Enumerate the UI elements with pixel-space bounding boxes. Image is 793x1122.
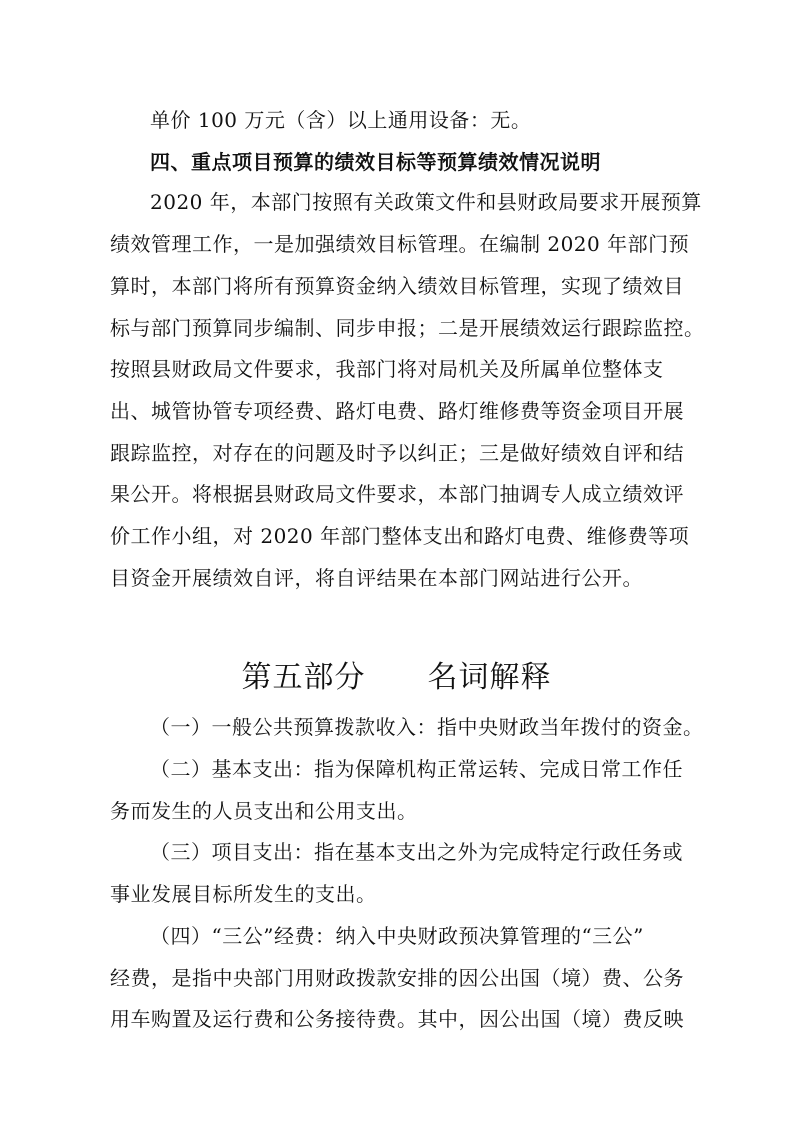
part-title: 第五部分 名词解释 bbox=[241, 660, 552, 695]
paragraph-line: 跟踪监控，对存在的问题及时予以纠正；三是做好绩效自评和结 bbox=[110, 441, 684, 465]
paragraph-line: 算时，本部门将所有预算资金纳入绩效目标管理，实现了绩效目 bbox=[110, 274, 684, 298]
paragraph-line: 2020 年，本部门按照有关政策文件和县财政局要求开展预算 bbox=[150, 190, 702, 214]
paragraph-line: 目资金开展绩效自评，将自评结果在本部门网站进行公开。 bbox=[110, 566, 643, 590]
glossary-line: （三）项目支出：指在基本支出之外为完成特定行政任务或 bbox=[150, 840, 683, 864]
glossary-line: 事业发展目标所发生的支出。 bbox=[110, 882, 377, 906]
paragraph-line: 单价 100 万元（含）以上通用设备：无。 bbox=[150, 108, 532, 132]
section-heading: 四、重点项目预算的绩效目标等预算绩效情况说明 bbox=[150, 150, 601, 174]
glossary-line: （二）基本支出：指为保障机构正常运转、完成日常工作任 bbox=[150, 757, 683, 781]
paragraph-line: 果公开。将根据县财政局文件要求，本部门抽调专人成立绩效评 bbox=[110, 482, 684, 506]
paragraph-line: 出、城管协管专项经费、路灯电费、路灯维修费等资金项目开展 bbox=[110, 399, 684, 423]
glossary-line: 务而发生的人员支出和公用支出。 bbox=[110, 799, 418, 823]
glossary-line: 经费，是指中央部门用财政拨款安排的因公出国（境）费、公务 bbox=[110, 966, 684, 990]
glossary-line: 用车购置及运行费和公务接待费。其中，因公出国（境）费反映 bbox=[110, 1007, 684, 1031]
paragraph-line: 标与部门预算同步编制、同步申报；二是开展绩效运行跟踪监控。 bbox=[110, 316, 705, 340]
paragraph-line: 绩效管理工作，一是加强绩效目标管理。在编制 2020 年部门预 bbox=[110, 232, 690, 256]
glossary-line: （一）一般公共预算拨款收入：指中央财政当年拨付的资金。 bbox=[150, 715, 704, 739]
paragraph-line: 价工作小组，对 2020 年部门整体支出和路灯电费、维修费等项 bbox=[110, 524, 690, 548]
glossary-line: （四）“三公”经费：纳入中央财政预决算管理的“三公” bbox=[150, 924, 644, 948]
paragraph-line: 按照县财政局文件要求，我部门将对局机关及所属单位整体支 bbox=[110, 357, 664, 381]
